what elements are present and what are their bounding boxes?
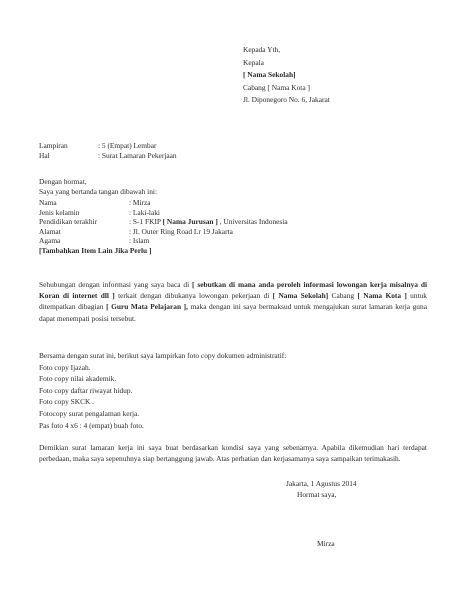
attachment-item: Foto copy nilai akademik. <box>39 374 117 384</box>
address-label: Alamat <box>39 226 61 236</box>
attachments-intro: Bersama dengan surat ini, berikut saya lampirkan foto copy dokumen administratif: <box>39 351 287 360</box>
body1-position: [ Guru Mata Pelajaran ], <box>106 302 188 312</box>
subject-value: : Surat Lamaran Pekerjaan <box>98 150 177 160</box>
name-label: Nama <box>39 198 57 207</box>
attachment-item: Foto copy Ijazah. <box>39 362 91 372</box>
attachment-item: Pas foto 4 x6 : 4 (empat) buah foto. <box>39 420 144 430</box>
closing-paragraph <box>39 442 427 464</box>
education-label: Pendidikan terakhir <box>39 217 98 227</box>
body1-info-source: [ sebutkan di mana anda peroleh informasi lowongan kerja misalnya di Koran di internet dll ] <box>39 280 428 301</box>
attachment-item: Fotocopy surat pengalaman kerja. <box>39 408 140 418</box>
closing-text: Demikian surat lamaran kerja ini saya buat berdasarkan kondisi saya yang sebenarnya. Apabila dikemudian hari terdapat perbedaan, maka saya sepenuhnya siap bertanggung jawab. Atas perhatian dan kerjasamanya saya sampaikan terimakasih. <box>39 443 427 464</box>
opening-block <box>39 177 427 196</box>
body1-text-5: maka dengan ini saya bermaksud untuk mengajukan surat lamaran kerja guna dapat menempati posisi tersebut. <box>39 302 427 323</box>
education-prefix: : S-1 FKIP <box>129 217 163 227</box>
attachments-block <box>39 350 427 431</box>
attachment-value: : 5 (Empat) Lembar <box>98 141 157 150</box>
gender-row <box>39 208 427 218</box>
body1-text-4: untuk ditempatkan dibagian <box>39 291 428 312</box>
letter-meta <box>39 141 427 160</box>
address-value: : Jl. Outer Ring Road Lr 19 Jakarta <box>129 226 233 236</box>
body-paragraph-1 <box>39 279 427 324</box>
body1-school: [ Nama Sekolah] <box>272 291 329 301</box>
recipient-greeting: Kepada Yth, <box>243 45 281 54</box>
gender-label: Jenis kelamin <box>39 207 80 217</box>
body1-text-3: Cabang <box>328 291 358 301</box>
education-suffix: , Universitas Indonesia <box>217 217 288 227</box>
attachment-label: Lampiran <box>39 141 68 150</box>
education-major: [ Nama Jurusan ] <box>162 217 218 227</box>
attachment-item: Foto copy daftar riwayat hidup. <box>39 385 133 395</box>
gender-value: : Laki-laki <box>129 207 160 217</box>
recipient-branch: Cabang [ Nama Kota ] <box>243 82 310 92</box>
intro-line: Saya yang bertanda tangan dibawah ini: <box>39 186 158 196</box>
body1-city: [ Nama Kota ] <box>357 291 407 301</box>
recipient-title: Kepala <box>243 57 264 67</box>
signature-place-date: Jakarta, 1 Agustus 2014 <box>286 479 357 488</box>
address-row <box>39 227 427 237</box>
recipient-school: [ Nama Sekolah] <box>243 70 296 80</box>
name-value: : Mirza <box>129 198 151 207</box>
attachment-row <box>39 141 427 151</box>
attachment-item: Foto copy SKCK . <box>39 397 95 407</box>
body1-text-2: terkait dengan dibukanya lowongan pekerjaan di <box>114 291 273 301</box>
recipient-block <box>243 44 443 107</box>
signature-name: Mirza <box>317 539 335 548</box>
applicant-details <box>39 198 427 256</box>
signature-regards: Hormat saya, <box>297 490 337 499</box>
name-row <box>39 198 427 208</box>
body1-text-1: Sehubungan dengan informasi yang saya baca di <box>39 280 192 289</box>
education-row <box>39 217 427 227</box>
subject-row <box>39 151 427 161</box>
religion-row <box>39 236 427 246</box>
salutation: Dengan hormat, <box>39 177 87 186</box>
add-more-placeholder: [Tambahkan Item Lain Jika Perlu ] <box>39 245 152 255</box>
subject-label: Hal <box>39 150 50 160</box>
religion-value: : Islam <box>129 236 150 246</box>
religion-label: Agama <box>39 236 61 246</box>
recipient-address: Jl. Diponegoro No. 6, Jakarat <box>243 95 330 105</box>
